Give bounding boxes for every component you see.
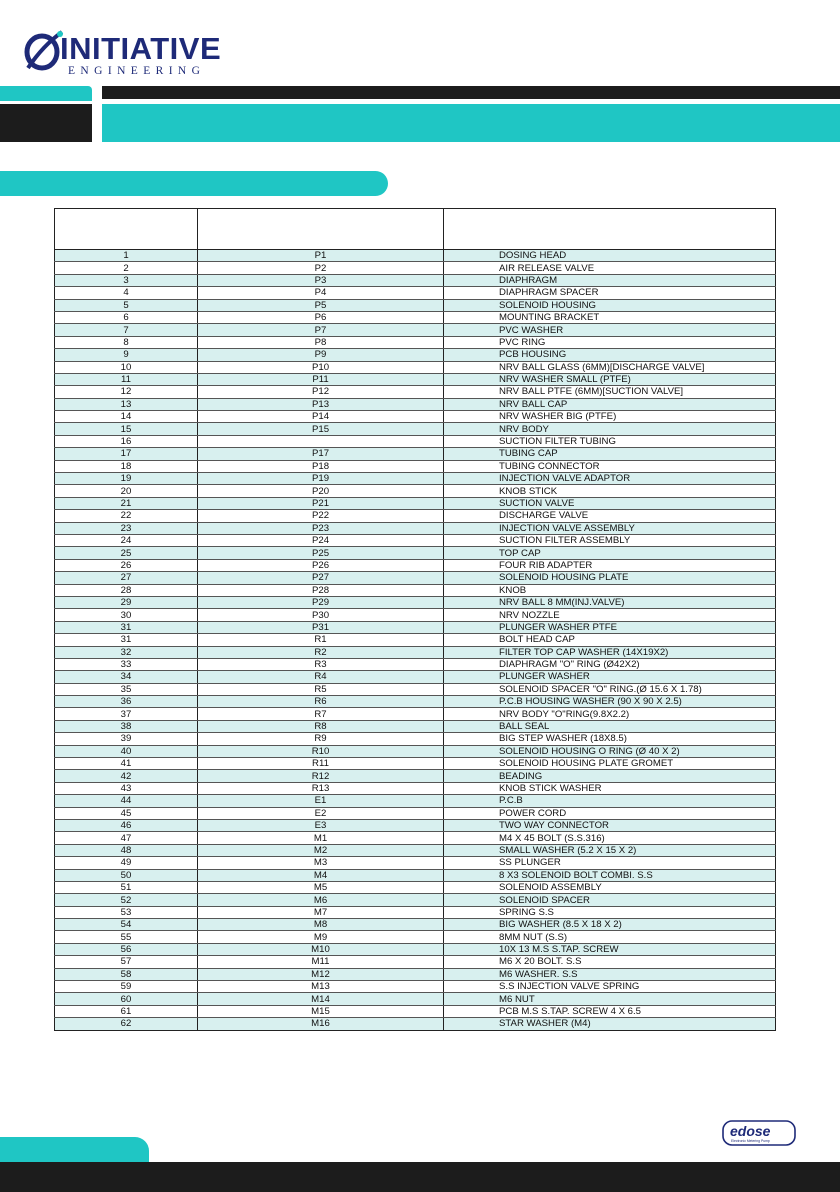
table-row [55, 782, 776, 794]
table-row [55, 919, 776, 931]
cell-description: M6 X 20 BOLT. S.S [444, 956, 776, 968]
header-description [444, 209, 776, 250]
cell-part-no: P19 [198, 473, 444, 485]
cell-sr-no: 60 [55, 993, 198, 1005]
cell-part-no: R2 [198, 646, 444, 658]
cell-sr-no: 10 [55, 361, 198, 373]
cell-sr-no: 4 [55, 287, 198, 299]
cell-sr-no: 33 [55, 658, 198, 670]
cell-part-no: R10 [198, 745, 444, 757]
table-row [55, 559, 776, 571]
table-row [55, 473, 776, 485]
cell-part-no: R11 [198, 758, 444, 770]
cell-sr-no: 1 [55, 250, 198, 262]
table-row [55, 423, 776, 435]
cell-description: TWO WAY CONNECTOR [444, 819, 776, 831]
header-part-no [198, 209, 444, 250]
cell-sr-no: 31 [55, 621, 198, 633]
table-row [55, 621, 776, 633]
table-row [55, 324, 776, 336]
cell-part-no: P18 [198, 460, 444, 472]
cell-sr-no: 28 [55, 584, 198, 596]
cell-part-no: M11 [198, 956, 444, 968]
table-row [55, 411, 776, 423]
cell-part-no: P28 [198, 584, 444, 596]
cell-sr-no: 61 [55, 1005, 198, 1017]
cell-description: 10X 13 M.S S.TAP. SCREW [444, 943, 776, 955]
cell-description: DIAPHRAGM SPACER [444, 287, 776, 299]
cell-sr-no: 36 [55, 696, 198, 708]
cell-description: TUBING CAP [444, 448, 776, 460]
cell-sr-no: 22 [55, 510, 198, 522]
cell-description: NRV BALL PTFE (6MM)[SUCTION VALVE] [444, 386, 776, 398]
cell-sr-no: 14 [55, 411, 198, 423]
cell-description: SPRING S.S [444, 906, 776, 918]
cell-part-no: P21 [198, 497, 444, 509]
cell-description: SOLENOID SPACER "O" RING.(Ø 15.6 X 1.78) [444, 683, 776, 695]
cell-description: BIG WASHER (8.5 X 18 X 2) [444, 919, 776, 931]
table-row [55, 522, 776, 534]
cell-sr-no: 42 [55, 770, 198, 782]
cell-part-no: R13 [198, 782, 444, 794]
cell-sr-no: 41 [55, 758, 198, 770]
cell-sr-no: 27 [55, 572, 198, 584]
cell-part-no: M8 [198, 919, 444, 931]
cell-sr-no: 11 [55, 373, 198, 385]
cell-description: FILTER TOP CAP WASHER (14X19X2) [444, 646, 776, 658]
company-logo [20, 28, 222, 80]
cell-description: PLUNGER WASHER PTFE [444, 621, 776, 633]
table-row [55, 287, 776, 299]
cell-part-no: P17 [198, 448, 444, 460]
table-row [55, 349, 776, 361]
table-row [55, 720, 776, 732]
cell-description: 8 X3 SOLENOID BOLT COMBI. S.S [444, 869, 776, 881]
cell-sr-no: 18 [55, 460, 198, 472]
edose-logo [722, 1120, 796, 1146]
table-row [55, 609, 776, 621]
table-row [55, 460, 776, 472]
cell-description: DIAPHRAGM "O" RING (Ø42X2) [444, 658, 776, 670]
cell-part-no: M16 [198, 1018, 444, 1030]
cell-sr-no: 56 [55, 943, 198, 955]
cell-description: P.C.B [444, 795, 776, 807]
cell-sr-no: 30 [55, 609, 198, 621]
table-row [55, 745, 776, 757]
cell-sr-no: 44 [55, 795, 198, 807]
cell-description: NRV NOZZLE [444, 609, 776, 621]
table-row [55, 510, 776, 522]
table-row [55, 534, 776, 546]
section-title-tab [0, 171, 388, 196]
parts-table [54, 208, 775, 1031]
cell-sr-no: 9 [55, 349, 198, 361]
cell-description: SUCTION VALVE [444, 497, 776, 509]
cell-part-no: P24 [198, 534, 444, 546]
cell-part-no: P31 [198, 621, 444, 633]
cell-sr-no: 46 [55, 819, 198, 831]
cell-part-no: R8 [198, 720, 444, 732]
cell-sr-no: 34 [55, 671, 198, 683]
cell-sr-no: 39 [55, 733, 198, 745]
cell-part-no: M1 [198, 832, 444, 844]
cell-part-no: M4 [198, 869, 444, 881]
cell-description: POWER CORD [444, 807, 776, 819]
cell-sr-no: 58 [55, 968, 198, 980]
cell-description: BEADING [444, 770, 776, 782]
cell-sr-no: 2 [55, 262, 198, 274]
cell-sr-no: 43 [55, 782, 198, 794]
cell-part-no: P1 [198, 250, 444, 262]
cell-part-no: M14 [198, 993, 444, 1005]
cell-description: INJECTION VALVE ADAPTOR [444, 473, 776, 485]
cell-part-no: P7 [198, 324, 444, 336]
table-row [55, 795, 776, 807]
cell-description: 8MM NUT (S.S) [444, 931, 776, 943]
cell-description: BIG STEP WASHER (18X8.5) [444, 733, 776, 745]
table-row [55, 1018, 776, 1030]
cell-sr-no: 15 [55, 423, 198, 435]
cell-description: DISCHARGE VALVE [444, 510, 776, 522]
table-row [55, 832, 776, 844]
cell-part-no: R6 [198, 696, 444, 708]
cell-part-no [198, 435, 444, 447]
header-teal-band [102, 104, 840, 142]
cell-part-no: R3 [198, 658, 444, 670]
cell-sr-no: 32 [55, 646, 198, 658]
cell-part-no: P6 [198, 311, 444, 323]
table-row [55, 770, 776, 782]
cell-sr-no: 55 [55, 931, 198, 943]
cell-description: P.C.B HOUSING WASHER (90 X 90 X 2.5) [444, 696, 776, 708]
table-row [55, 584, 776, 596]
cell-sr-no: 40 [55, 745, 198, 757]
table-row [55, 956, 776, 968]
cell-description: PVC RING [444, 336, 776, 348]
brand-subtitle: ENGINEERING [68, 65, 206, 77]
cell-part-no: R1 [198, 634, 444, 646]
cell-description: SOLENOID ASSEMBLY [444, 881, 776, 893]
table-row [55, 708, 776, 720]
cell-description: NRV BODY [444, 423, 776, 435]
cell-part-no: M13 [198, 981, 444, 993]
cell-description: S.S INJECTION VALVE SPRING [444, 981, 776, 993]
header-dark-band [102, 86, 840, 99]
cell-part-no: P3 [198, 274, 444, 286]
cell-sr-no: 21 [55, 497, 198, 509]
table-row [55, 758, 776, 770]
cell-description: PCB HOUSING [444, 349, 776, 361]
table-row [55, 262, 776, 274]
cell-part-no: P25 [198, 547, 444, 559]
cell-part-no: P12 [198, 386, 444, 398]
cell-description: SOLENOID HOUSING PLATE GROMET [444, 758, 776, 770]
cell-description: PVC WASHER [444, 324, 776, 336]
cell-sr-no: 50 [55, 869, 198, 881]
cell-sr-no: 25 [55, 547, 198, 559]
cell-sr-no: 24 [55, 534, 198, 546]
cell-part-no: R5 [198, 683, 444, 695]
cell-description: PCB M.S S.TAP. SCREW 4 X 6.5 [444, 1005, 776, 1017]
cell-description: PLUNGER WASHER [444, 671, 776, 683]
cell-description: STAR WASHER (M4) [444, 1018, 776, 1030]
table-row [55, 547, 776, 559]
table-row [55, 336, 776, 348]
cell-part-no: P5 [198, 299, 444, 311]
cell-description: SOLENOID HOUSING O RING (Ø 40 X 2) [444, 745, 776, 757]
cell-sr-no: 47 [55, 832, 198, 844]
cell-description: TUBING CONNECTOR [444, 460, 776, 472]
cell-part-no: P22 [198, 510, 444, 522]
cell-part-no: E2 [198, 807, 444, 819]
cell-sr-no: 3 [55, 274, 198, 286]
cell-description: DIAPHRAGM [444, 274, 776, 286]
cell-part-no: P9 [198, 349, 444, 361]
table-row [55, 696, 776, 708]
cell-part-no: R12 [198, 770, 444, 782]
cell-description: KNOB [444, 584, 776, 596]
cell-part-no: P15 [198, 423, 444, 435]
cell-sr-no: 31 [55, 634, 198, 646]
cell-part-no: R4 [198, 671, 444, 683]
cell-sr-no: 8 [55, 336, 198, 348]
table-row [55, 881, 776, 893]
cell-part-no: M10 [198, 943, 444, 955]
edose-logo-text: edose [730, 1123, 771, 1139]
table-row [55, 435, 776, 447]
table-row [55, 646, 776, 658]
cell-description: KNOB STICK [444, 485, 776, 497]
cell-part-no: E3 [198, 819, 444, 831]
table-row [55, 733, 776, 745]
table-row [55, 386, 776, 398]
cell-sr-no: 49 [55, 857, 198, 869]
cell-part-no: M6 [198, 894, 444, 906]
cell-sr-no: 38 [55, 720, 198, 732]
cell-description: TOP CAP [444, 547, 776, 559]
cell-part-no: M9 [198, 931, 444, 943]
cell-description: BALL SEAL [444, 720, 776, 732]
cell-sr-no: 54 [55, 919, 198, 931]
cell-part-no: P2 [198, 262, 444, 274]
table-row [55, 869, 776, 881]
cell-description: M4 X 45 BOLT (S.S.316) [444, 832, 776, 844]
cell-description: KNOB STICK WASHER [444, 782, 776, 794]
table-row [55, 485, 776, 497]
cell-description: NRV WASHER BIG (PTFE) [444, 411, 776, 423]
cell-description: BOLT HEAD CAP [444, 634, 776, 646]
cell-part-no: P30 [198, 609, 444, 621]
cell-part-no: P13 [198, 398, 444, 410]
table-row [55, 497, 776, 509]
cell-part-no: M3 [198, 857, 444, 869]
cell-part-no: M15 [198, 1005, 444, 1017]
cell-sr-no: 6 [55, 311, 198, 323]
cell-description: MOUNTING BRACKET [444, 311, 776, 323]
cell-part-no: P29 [198, 596, 444, 608]
cell-sr-no: 51 [55, 881, 198, 893]
cell-description: NRV BODY "O"RING(9.8X2.2) [444, 708, 776, 720]
table-row [55, 634, 776, 646]
cell-sr-no: 23 [55, 522, 198, 534]
cell-description: SOLENOID HOUSING PLATE [444, 572, 776, 584]
table-row [55, 943, 776, 955]
cell-part-no: P14 [198, 411, 444, 423]
cell-description: DOSING HEAD [444, 250, 776, 262]
table-row [55, 1005, 776, 1017]
cell-part-no: P11 [198, 373, 444, 385]
table-row [55, 398, 776, 410]
cell-description: FOUR RIB ADAPTER [444, 559, 776, 571]
cell-sr-no: 16 [55, 435, 198, 447]
cell-description: NRV BALL CAP [444, 398, 776, 410]
table-row [55, 857, 776, 869]
cell-description: SOLENOID HOUSING [444, 299, 776, 311]
cell-description: SUCTION FILTER ASSEMBLY [444, 534, 776, 546]
cell-part-no: P27 [198, 572, 444, 584]
table-row [55, 250, 776, 262]
header-teal-accent [0, 86, 92, 101]
cell-part-no: P26 [198, 559, 444, 571]
cell-description: INJECTION VALVE ASSEMBLY [444, 522, 776, 534]
cell-part-no: P8 [198, 336, 444, 348]
cell-part-no: M7 [198, 906, 444, 918]
cell-sr-no: 57 [55, 956, 198, 968]
cell-sr-no: 13 [55, 398, 198, 410]
table-row [55, 311, 776, 323]
cell-sr-no: 48 [55, 844, 198, 856]
cell-part-no: R7 [198, 708, 444, 720]
cell-description: NRV BALL 8 MM(INJ.VALVE) [444, 596, 776, 608]
table-row [55, 906, 776, 918]
table-row [55, 299, 776, 311]
cell-description: SUCTION FILTER TUBING [444, 435, 776, 447]
cell-part-no: M2 [198, 844, 444, 856]
table-header-row [55, 209, 776, 250]
table-row [55, 894, 776, 906]
cell-part-no: P10 [198, 361, 444, 373]
cell-sr-no: 62 [55, 1018, 198, 1030]
cell-part-no: P4 [198, 287, 444, 299]
cell-sr-no: 5 [55, 299, 198, 311]
table-row [55, 274, 776, 286]
cell-sr-no: 35 [55, 683, 198, 695]
cell-sr-no: 52 [55, 894, 198, 906]
cell-description: NRV WASHER SMALL (PTFE) [444, 373, 776, 385]
cell-description: SS PLUNGER [444, 857, 776, 869]
cell-sr-no: 7 [55, 324, 198, 336]
table-row [55, 448, 776, 460]
header-dark-block [0, 104, 92, 142]
cell-description: AIR RELEASE VALVE [444, 262, 776, 274]
table-row [55, 572, 776, 584]
brand-name: INITIATIVE [60, 31, 222, 66]
cell-part-no: R9 [198, 733, 444, 745]
table-row [55, 981, 776, 993]
cell-description: NRV BALL GLASS (6MM)[DISCHARGE VALVE] [444, 361, 776, 373]
cell-sr-no: 53 [55, 906, 198, 918]
cell-part-no: P23 [198, 522, 444, 534]
cell-sr-no: 59 [55, 981, 198, 993]
cell-part-no: E1 [198, 795, 444, 807]
cell-sr-no: 12 [55, 386, 198, 398]
cell-description: SOLENOID SPACER [444, 894, 776, 906]
table-row [55, 361, 776, 373]
cell-sr-no: 29 [55, 596, 198, 608]
table-row [55, 373, 776, 385]
cell-description: M6 NUT [444, 993, 776, 1005]
table-row [55, 844, 776, 856]
table-row [55, 993, 776, 1005]
cell-description: M6 WASHER. S.S [444, 968, 776, 980]
cell-sr-no: 45 [55, 807, 198, 819]
table-row [55, 683, 776, 695]
table-row [55, 658, 776, 670]
cell-sr-no: 20 [55, 485, 198, 497]
cell-part-no: P20 [198, 485, 444, 497]
table-row [55, 671, 776, 683]
table-row [55, 819, 776, 831]
footer-dark-band [0, 1162, 840, 1192]
table-row [55, 968, 776, 980]
edose-logo-tagline: Electronic Metering Pump [731, 1139, 770, 1143]
table-row [55, 931, 776, 943]
table-row [55, 807, 776, 819]
table-row [55, 596, 776, 608]
cell-sr-no: 19 [55, 473, 198, 485]
cell-sr-no: 17 [55, 448, 198, 460]
header-sr-no [55, 209, 198, 250]
cell-part-no: M5 [198, 881, 444, 893]
cell-description: SMALL WASHER (5.2 X 15 X 2) [444, 844, 776, 856]
cell-part-no: M12 [198, 968, 444, 980]
cell-sr-no: 37 [55, 708, 198, 720]
cell-sr-no: 26 [55, 559, 198, 571]
